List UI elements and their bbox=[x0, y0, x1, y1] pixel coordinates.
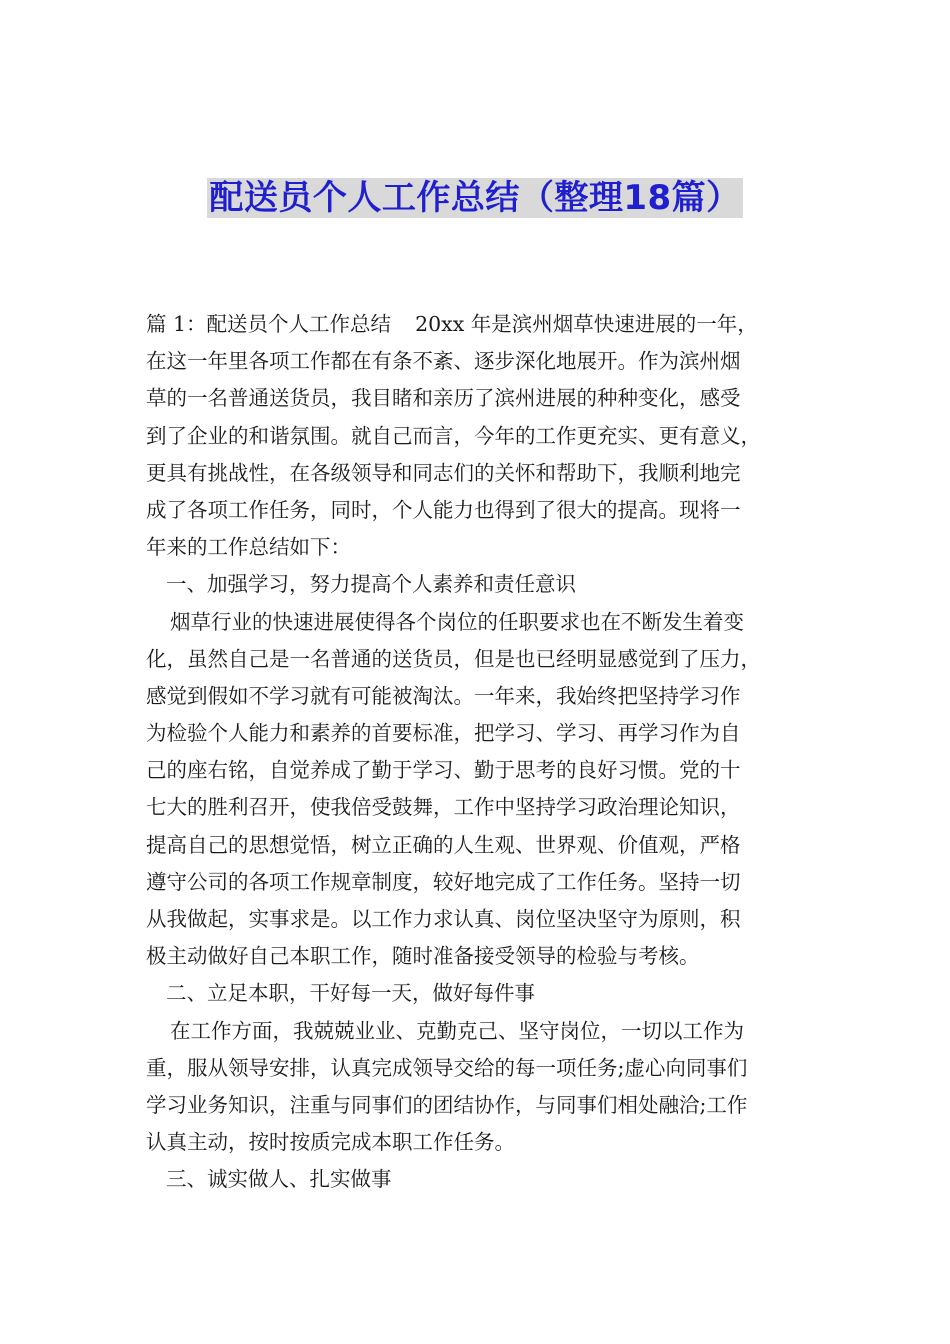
paragraph-line bbox=[146, 306, 816, 343]
section-heading: 篇 1：配送员个人工作总结 bbox=[146, 312, 392, 336]
section-heading: 一、加强学习，努力提高个人素养和责任意识 bbox=[166, 572, 576, 597]
paragraph-text: 20xx 年是滨州烟草快速进展的一年， bbox=[415, 312, 758, 336]
paragraph-line: 化，虽然自己是一名普通的送货员，但是也已经明显感觉到了压力， bbox=[146, 646, 761, 671]
paragraph-line: 学习业务知识，注重与同事们的团结协作，与同事们相处融洽;工作 bbox=[146, 1092, 748, 1117]
paragraph-line: 提高自己的思想觉悟，树立正确的人生观、世界观、价值观，严格 bbox=[146, 832, 741, 857]
paragraph-line: 七大的胜利召开，使我倍受鼓舞，工作中坚持学习政治理论知识， bbox=[146, 795, 741, 820]
paragraph-line: 到了企业的和谐氛围。就自己而言，今年的工作更充实、更有意义， bbox=[146, 423, 761, 448]
paragraph-line: 遵守公司的各项工作规章制度，较好地完成了工作任务。坚持一切 bbox=[146, 869, 741, 894]
paragraph-line: 更具有挑战性，在各级领导和同志们的关怀和帮助下，我顺利地完 bbox=[146, 460, 741, 485]
paragraph-line: 在工作方面，我兢兢业业、克勤克己、坚守岗位，一切以工作为 bbox=[170, 1018, 744, 1043]
section-heading: 三、诚实做人、扎实做事 bbox=[166, 1167, 392, 1192]
paragraph-line: 烟草行业的快速进展使得各个岗位的任职要求也在不断发生着变 bbox=[170, 609, 744, 634]
paragraph-line: 为检验个人能力和素养的首要标准，把学习、学习、再学习作为自 bbox=[146, 721, 741, 746]
paragraph-line: 年来的工作总结如下： bbox=[146, 535, 351, 560]
paragraph-line: 从我做起，实事求是。以工作力求认真、岗位坚决坚守为原则，积 bbox=[146, 907, 741, 931]
document-title: 配送员个人工作总结（整理18篇） bbox=[209, 178, 741, 218]
paragraph-line: 成了各项工作任务，同时，个人能力也得到了很大的提高。现将一 bbox=[146, 497, 741, 522]
paragraph-line: 极主动做好自己本职工作，随时准备接受领导的检验与考核。 bbox=[146, 944, 700, 969]
title-container bbox=[0, 178, 950, 218]
section-heading: 二、立足本职，干好每一天，做好每件事 bbox=[166, 981, 535, 1006]
document-body bbox=[146, 306, 816, 1199]
paragraph-line: 感觉到假如不学习就有可能被淘汰。一年来，我始终把坚持学习作 bbox=[146, 683, 741, 708]
paragraph-line: 重，服从领导安排，认真完成领导交给的每一项任务;虚心向同事们 bbox=[146, 1055, 748, 1080]
paragraph-line: 在这一年里各项工作都在有条不紊、逐步深化地展开。作为滨州烟 bbox=[146, 349, 741, 374]
paragraph-line: 草的一名普通送货员，我目睹和亲历了滨州进展的种种变化，感受 bbox=[146, 386, 741, 411]
paragraph-line: 己的座右铭，自觉养成了勤于学习、勤于思考的良好习惯。党的十 bbox=[146, 758, 741, 783]
paragraph-line: 认真主动，按时按质完成本职工作任务。 bbox=[146, 1130, 515, 1155]
